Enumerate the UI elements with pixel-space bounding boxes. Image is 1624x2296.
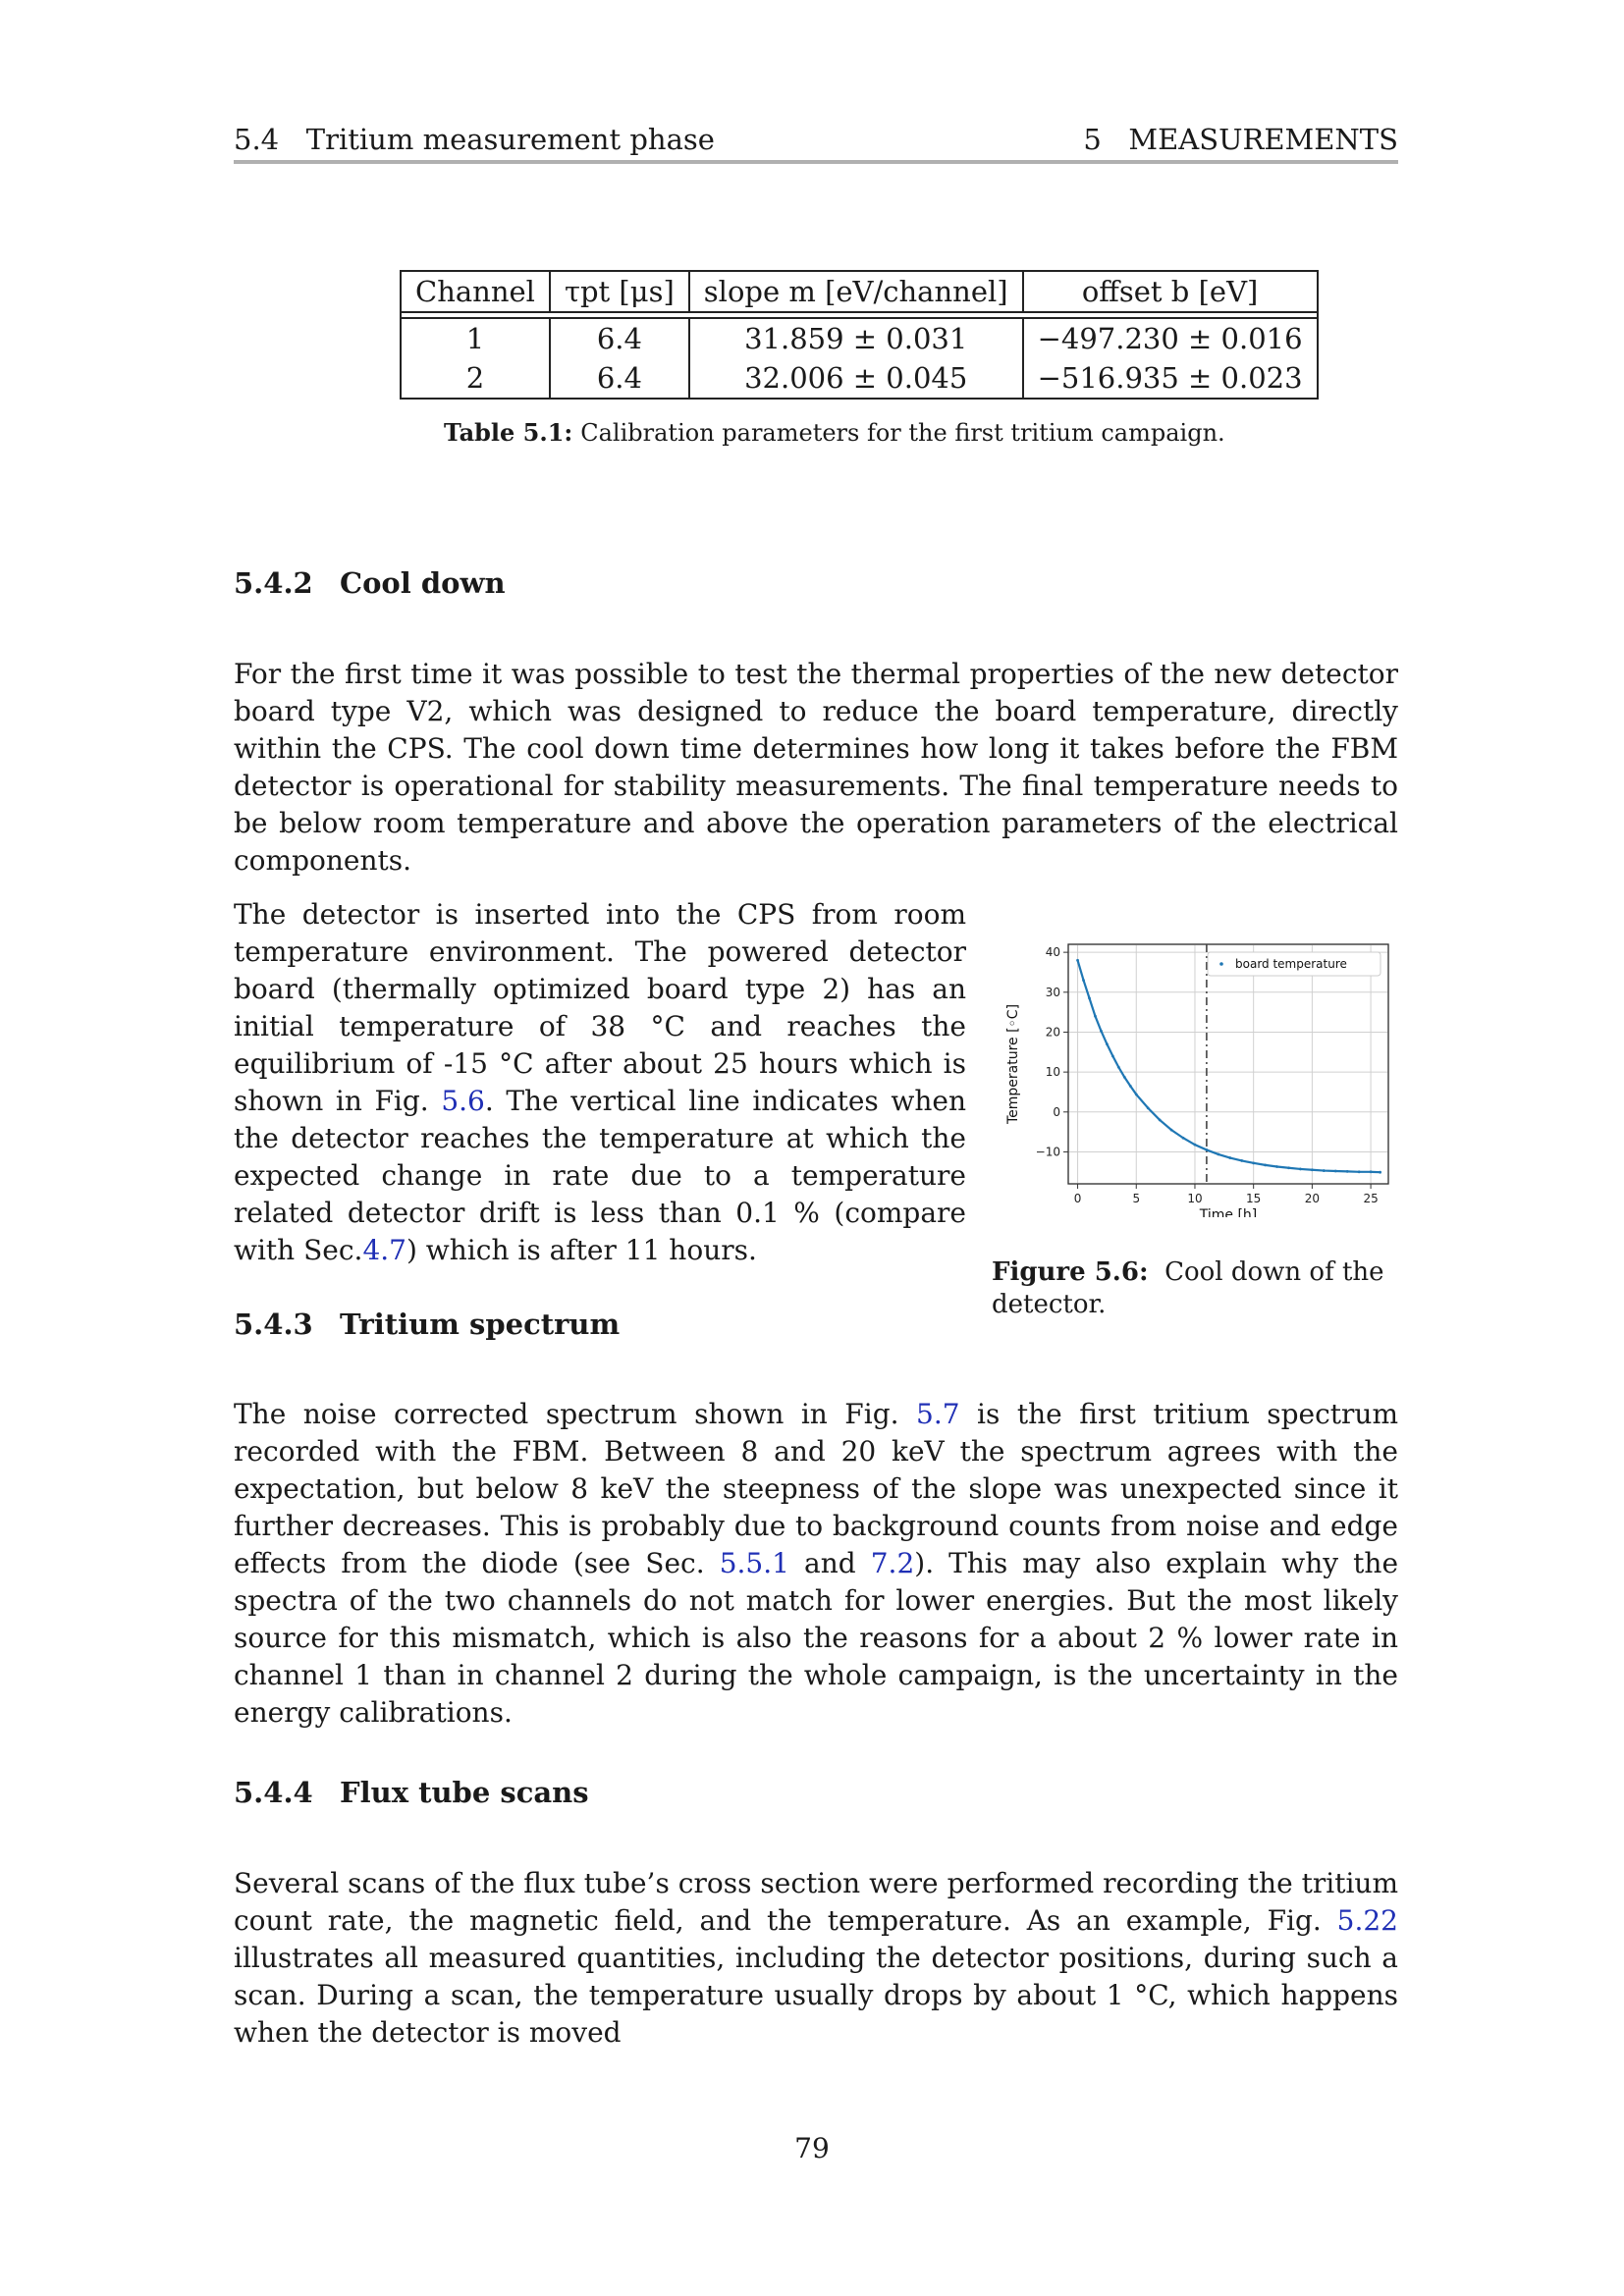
table-header-cell: Channel	[401, 271, 550, 312]
data-point	[1129, 1085, 1132, 1088]
data-point	[1076, 959, 1079, 962]
section-heading-flux-tube-scans	[234, 1773, 589, 1812]
table-header-cell: slope m [eV/channel]	[689, 271, 1023, 312]
section-title: Tritium spectrum	[340, 1308, 621, 1341]
section-number: 5.4.4	[234, 1776, 313, 1809]
data-point	[1334, 1170, 1337, 1173]
y-tick-label: 20	[1045, 1025, 1060, 1040]
data-point	[1358, 1170, 1361, 1173]
data-point	[1206, 1148, 1209, 1151]
section-ref-link[interactable]: 7.2	[870, 1547, 915, 1579]
table-cell: 1	[401, 318, 550, 358]
table-row	[401, 318, 1318, 358]
x-tick-label: 15	[1246, 1192, 1262, 1205]
figure-cool-down	[992, 933, 1404, 1217]
figure-caption-label: Figure 5.6:	[992, 1257, 1149, 1287]
data-point	[1370, 1170, 1373, 1173]
data-point	[1252, 1161, 1255, 1164]
section-number: 5.4.2	[234, 566, 313, 600]
data-point	[1111, 1054, 1114, 1057]
paragraph	[234, 896, 966, 1269]
table-cell: 32.006 ± 0.045	[689, 358, 1023, 399]
data-point	[1275, 1165, 1278, 1168]
x-tick-label: 20	[1304, 1192, 1321, 1205]
data-point	[1088, 997, 1091, 1000]
data-point	[1082, 979, 1085, 982]
table-header-row	[401, 271, 1318, 312]
table-row	[401, 358, 1318, 399]
section-ref-link[interactable]: 5.5.1	[719, 1547, 789, 1579]
y-tick-label: 30	[1045, 985, 1060, 999]
paragraph-text: is the first tritium spectrum recorded with the FBM. Between 8 and 20 keV the spectrum agrees with the expectation, but below 8 keV the steepness of the slope was unexpected since it further decreases. This is probably due to background counts from noise and edge effects from the diode (see Sec.	[234, 1398, 1398, 1579]
x-axis-label: Time [h]	[1199, 1207, 1258, 1217]
y-tick-label: 10	[1045, 1065, 1060, 1080]
data-point	[1147, 1106, 1150, 1109]
section-ref-link[interactable]: 4.7	[362, 1234, 406, 1266]
x-tick-label: 0	[1073, 1192, 1082, 1205]
section-heading-tritium-spectrum	[234, 1305, 620, 1344]
data-point	[1311, 1168, 1314, 1171]
section-title: Cool down	[340, 566, 506, 600]
data-point	[1123, 1076, 1126, 1079]
figure-ref-link[interactable]: 5.6	[441, 1085, 485, 1117]
table-header-cell: offset b [eV]	[1023, 271, 1318, 312]
paragraph	[234, 1865, 1398, 2052]
paragraph-text: . The vertical line indicates when the detector reaches the temperature at which the expected change in rate due to a temperature related detector drift is less than 0.1 % (compare with Sec.	[234, 1085, 967, 1266]
table-caption-text: Calibration parameters for the first tritium campaign.	[580, 419, 1225, 447]
y-axis-label: Temperature [◦C]	[1005, 1003, 1021, 1125]
data-point	[1228, 1156, 1231, 1159]
table-cell: 2	[401, 358, 550, 399]
table-cell: 6.4	[550, 358, 689, 399]
paragraph-text: and	[788, 1547, 871, 1579]
data-point	[1217, 1153, 1219, 1156]
data-point	[1117, 1066, 1120, 1069]
data-point	[1323, 1169, 1326, 1172]
x-tick-label: 5	[1132, 1192, 1141, 1205]
data-point	[1094, 1015, 1097, 1018]
data-point	[1194, 1144, 1197, 1147]
figure-caption	[992, 1256, 1400, 1321]
data-point	[1170, 1129, 1173, 1132]
running-header	[234, 120, 1398, 159]
page-number: 79	[794, 2132, 830, 2164]
paragraph-text: The noise corrected spectrum shown in Fig.	[234, 1398, 917, 1430]
y-tick-label: −10	[1035, 1145, 1060, 1159]
table-caption	[444, 417, 1225, 449]
table-header-cell: τpt [μs]	[550, 271, 689, 312]
figure-ref-link[interactable]: 5.7	[916, 1398, 960, 1430]
calibration-table	[400, 270, 1319, 400]
data-point	[1135, 1094, 1138, 1096]
paragraph	[234, 1396, 1398, 1732]
table-caption-label: Table 5.1:	[444, 418, 573, 447]
y-tick-label: 0	[1053, 1104, 1060, 1119]
paragraph-text: The detector is inserted into the CPS from room temperature environment. The powered detector board (thermally optimized board type 2) has an initial temperature of 38 °C and reaches the equilibrium of -15 °C after about 25 hours which is shown in Fig.	[234, 898, 966, 1117]
header-rule	[234, 160, 1398, 164]
data-point	[1287, 1166, 1290, 1169]
section-title: Flux tube scans	[340, 1776, 589, 1809]
legend-marker	[1219, 962, 1223, 966]
table-cell: 6.4	[550, 318, 689, 358]
header-chapter: 5 MEASUREMENTS	[1083, 123, 1398, 156]
data-point	[1346, 1170, 1349, 1173]
data-point	[1264, 1163, 1267, 1166]
x-tick-label: 10	[1187, 1192, 1203, 1205]
paragraph-text: ). This may also explain why the spectra of the two channels do not match for lower energies. But the most likely source for this mismatch, which is also the reasons for a about 2 % lower rate in channel 1 than in channel 2 during the whole campaign, is the uncertainty in the energy calibrations.	[234, 1547, 1399, 1729]
cool-down-chart	[992, 933, 1404, 1217]
section-number: 5.4.3	[234, 1308, 313, 1341]
data-point	[1240, 1159, 1243, 1162]
table-cell: 31.859 ± 0.031	[689, 318, 1023, 358]
table-cell: −497.230 ± 0.016	[1023, 318, 1318, 358]
figure-caption-text: Cool down of the detector.	[992, 1257, 1384, 1319]
data-point	[1159, 1119, 1162, 1122]
data-point	[1182, 1137, 1185, 1140]
legend-label: board temperature	[1235, 957, 1347, 971]
paragraph-text: Several scans of the flux tube’s cross section were performed recording the tritium count rate, the magnetic field, and the temperature. As an example, Fig.	[234, 1867, 1398, 1937]
data-point	[1379, 1171, 1381, 1174]
table-cell: −516.935 ± 0.023	[1023, 358, 1318, 399]
paragraph-text: illustrates all measured quantities, including the detector positions, during such a scan. During a scan, the temperature usually drops by about 1 °C, which happens when the detector is moved	[234, 1942, 1398, 2049]
y-tick-label: 40	[1045, 945, 1060, 960]
section-heading-cool-down	[234, 563, 506, 603]
data-point	[1106, 1042, 1109, 1045]
header-section: 5.4 Tritium measurement phase	[234, 123, 715, 156]
paragraph-text: ) which is after 11 hours.	[406, 1234, 757, 1266]
data-point	[1100, 1030, 1103, 1033]
paragraph: For the first time it was possible to test the thermal properties of the new detector board type V2, which was designed to reduce the board temperature, directly within the CPS. The cool down time determines how long it takes before the FBM detector is operational for stability measurements. The final temperature needs to be below room temperature and above the operation parameters of the electrical components.	[234, 658, 1398, 877]
x-tick-label: 25	[1363, 1192, 1379, 1205]
figure-ref-link[interactable]: 5.22	[1336, 1904, 1398, 1937]
data-point	[1299, 1168, 1302, 1171]
